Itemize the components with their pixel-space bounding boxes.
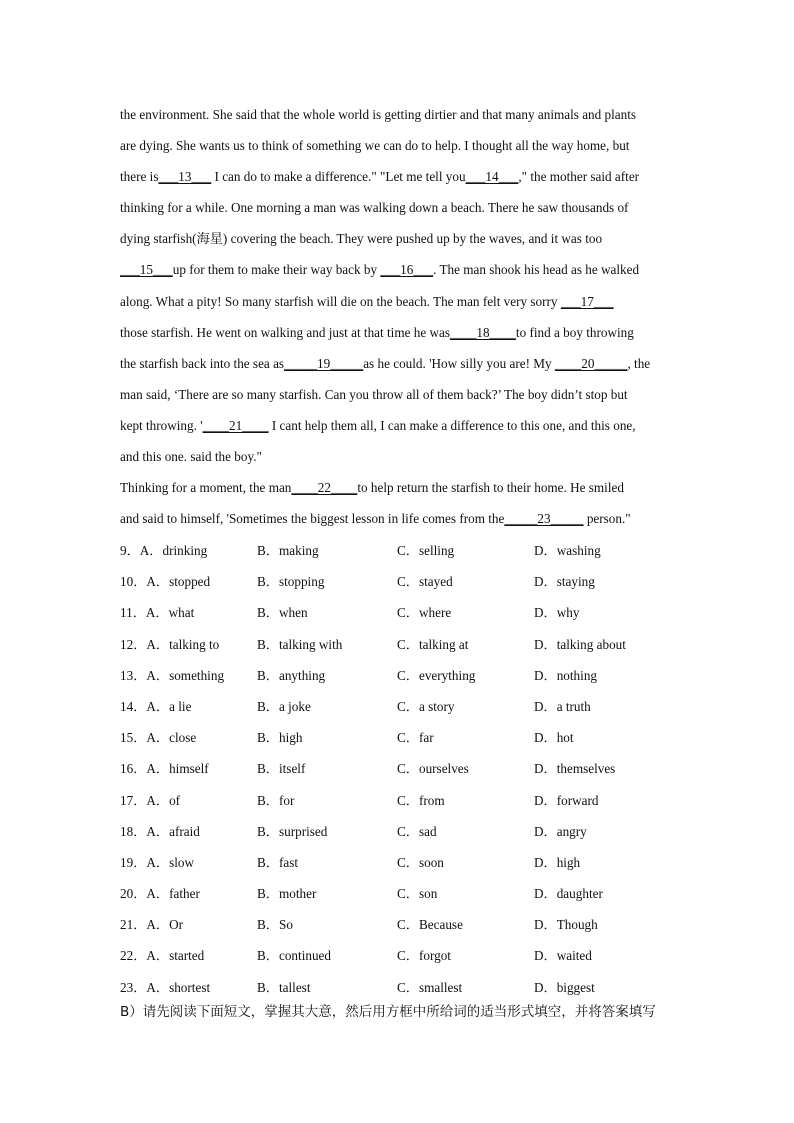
option-a[interactable] — [120, 660, 224, 691]
passage-text: those starfish. He went on walking and just at that time he was — [120, 324, 450, 340]
passage-line — [120, 286, 680, 317]
option-text: D．forward — [534, 792, 599, 808]
option-a[interactable] — [120, 847, 194, 878]
cloze-passage — [120, 99, 680, 534]
option-a[interactable] — [120, 722, 196, 753]
answer-blank: ___17___ — [560, 293, 614, 309]
option-text: A．what — [145, 605, 195, 621]
option-d[interactable] — [534, 878, 603, 909]
answer-blank: ____18____ — [449, 324, 516, 340]
question-number: 19． — [120, 854, 147, 870]
question-row — [120, 597, 680, 628]
option-c[interactable] — [397, 566, 453, 597]
option-text: A．slow — [146, 854, 194, 870]
option-d[interactable] — [534, 909, 598, 940]
option-text: C．son — [397, 886, 438, 902]
passage-text: I cant help them all, I can make a difference to this one, and this one, — [268, 417, 636, 433]
option-text: A．drinking — [139, 543, 208, 558]
option-b[interactable] — [257, 972, 310, 1003]
passage-text: and said to himself, 'Sometimes the biggest lesson in life comes from the — [120, 511, 505, 527]
option-text: A．close — [146, 730, 197, 746]
option-d[interactable] — [534, 597, 579, 628]
option-text: A．himself — [146, 761, 209, 777]
option-text: B．So — [257, 917, 293, 933]
passage-line — [120, 192, 680, 223]
option-c[interactable] — [397, 909, 463, 940]
passage-text: dying starfish(海星) covering the beach. They were pushed up by the waves, and it was too — [120, 231, 603, 247]
option-text: C．soon — [397, 854, 444, 870]
option-d[interactable] — [534, 816, 587, 847]
option-text: A．shortest — [146, 979, 211, 995]
question-number: 21． — [120, 917, 147, 933]
option-text: A．afraid — [146, 823, 200, 839]
option-c[interactable] — [397, 597, 451, 628]
question-number: 10． — [120, 574, 147, 590]
option-a[interactable] — [120, 940, 204, 971]
passage-line — [120, 379, 680, 410]
question-number: 9． — [120, 543, 140, 558]
option-a[interactable] — [120, 691, 191, 722]
option-text: C．forgot — [397, 948, 451, 964]
option-b[interactable] — [257, 566, 324, 597]
option-d[interactable] — [534, 691, 591, 722]
option-text: D．why — [534, 605, 580, 621]
option-b[interactable] — [257, 722, 302, 753]
option-d[interactable] — [534, 940, 592, 971]
option-text: D．themselves — [534, 761, 616, 777]
question-number: 14． — [120, 698, 147, 714]
option-text: C．selling — [397, 543, 455, 558]
passage-text: to help return the starfish to their home. He smiled — [357, 480, 624, 496]
option-text: D．staying — [534, 574, 595, 590]
option-b[interactable] — [257, 909, 293, 940]
option-text: B．making — [257, 543, 319, 558]
passage-line — [120, 441, 680, 472]
passage-line — [120, 161, 680, 192]
option-text: D．biggest — [534, 979, 595, 995]
option-text: C．Because — [397, 917, 463, 933]
option-text: A．stopped — [146, 574, 211, 590]
option-b[interactable] — [257, 816, 327, 847]
option-text: C．where — [397, 605, 452, 621]
option-b[interactable] — [257, 629, 342, 660]
option-text: B．anything — [257, 667, 326, 683]
option-text: D．nothing — [534, 667, 598, 683]
question-row — [120, 878, 680, 909]
passage-text: thinking for a while. One morning a man was walking down a beach. There he saw thousands of — [120, 200, 629, 216]
passage-text: to find a boy throwing — [515, 324, 634, 340]
option-text: C．talking at — [397, 636, 469, 652]
question-number: 15． — [120, 730, 147, 746]
option-a[interactable] — [120, 535, 207, 566]
passage-line — [120, 99, 680, 130]
passage-text: there is — [120, 169, 159, 185]
answer-blank: _____19_____ — [284, 355, 364, 371]
question-number: 11． — [120, 605, 146, 621]
option-text: C．ourselves — [397, 761, 469, 777]
option-d[interactable] — [534, 660, 597, 691]
option-a[interactable] — [120, 597, 194, 628]
question-row — [120, 816, 680, 847]
question-number: 16． — [120, 761, 147, 777]
option-text: A．of — [146, 792, 181, 808]
option-b[interactable] — [257, 753, 305, 784]
option-c[interactable] — [397, 847, 444, 878]
passage-text: kept throwing. ' — [120, 417, 203, 433]
passage-line — [120, 410, 680, 441]
option-a[interactable] — [120, 785, 180, 816]
option-c[interactable] — [397, 691, 455, 722]
option-text: D．a truth — [534, 698, 591, 714]
option-d[interactable] — [534, 629, 626, 660]
question-row — [120, 566, 680, 597]
option-c[interactable] — [397, 940, 451, 971]
option-a[interactable] — [120, 629, 219, 660]
option-c[interactable] — [397, 660, 475, 691]
option-text: B．stopping — [257, 574, 325, 590]
option-c[interactable] — [397, 629, 468, 660]
option-d[interactable] — [534, 535, 601, 566]
option-text: C．sad — [397, 823, 437, 839]
option-text: A．talking to — [146, 636, 220, 652]
option-text: D．waited — [534, 948, 592, 964]
answer-blank: ____22____ — [291, 480, 358, 496]
question-number: 23． — [120, 979, 147, 995]
answer-blank: ___15___ — [120, 262, 173, 278]
option-a[interactable] — [120, 878, 200, 909]
option-b[interactable] — [257, 878, 316, 909]
passage-line — [120, 348, 680, 379]
passage-text: and this one. said the boy." — [120, 449, 262, 465]
option-text: B．for — [257, 792, 295, 808]
option-text: D．talking about — [534, 636, 626, 652]
answer-blank: _____23_____ — [504, 511, 584, 527]
option-text: C．far — [397, 730, 434, 746]
option-d[interactable] — [534, 847, 580, 878]
option-c[interactable] — [397, 816, 437, 847]
option-a[interactable] — [120, 909, 183, 940]
question-row — [120, 691, 680, 722]
answer-blank: ____20_____ — [554, 355, 628, 371]
option-c[interactable] — [397, 753, 469, 784]
option-text: D．hot — [534, 730, 574, 746]
option-text: A．a lie — [146, 698, 192, 714]
option-d[interactable] — [534, 972, 595, 1003]
option-b[interactable] — [257, 597, 308, 628]
option-text: D．angry — [534, 823, 587, 839]
option-a[interactable] — [120, 566, 210, 597]
option-text: B．a joke — [257, 698, 311, 714]
question-row — [120, 972, 680, 1003]
option-a[interactable] — [120, 816, 200, 847]
option-text: D．daughter — [534, 886, 603, 902]
option-text: B．itself — [257, 761, 306, 777]
option-text: B．high — [257, 730, 303, 746]
option-text: B．fast — [257, 854, 299, 870]
option-d[interactable] — [534, 722, 574, 753]
option-d[interactable] — [534, 566, 595, 597]
option-text: B．tallest — [257, 979, 311, 995]
option-d[interactable] — [534, 785, 598, 816]
passage-line — [120, 223, 680, 254]
option-d[interactable] — [534, 753, 615, 784]
question-row — [120, 722, 680, 753]
passage-text: . The man shook his head as he walked — [433, 262, 640, 278]
option-text: C．a story — [397, 698, 455, 714]
question-number: 17． — [120, 792, 147, 808]
passage-line — [120, 503, 680, 534]
option-b[interactable] — [257, 785, 294, 816]
option-c[interactable] — [397, 722, 434, 753]
question-number: 22． — [120, 948, 147, 964]
question-row — [120, 753, 680, 784]
option-text: C．from — [397, 792, 445, 808]
question-row — [120, 847, 680, 878]
answer-blank: ____21____ — [202, 417, 269, 433]
passage-text: ," the mother said after — [518, 169, 640, 185]
passage-text: , the — [627, 355, 651, 371]
option-b[interactable] — [257, 535, 319, 566]
question-number: 13． — [120, 667, 147, 683]
question-row — [120, 909, 680, 940]
option-c[interactable] — [397, 535, 454, 566]
question-row — [120, 629, 680, 660]
question-row — [120, 785, 680, 816]
option-text: D．washing — [534, 543, 601, 558]
answer-blank: ___16___ — [380, 262, 434, 278]
option-b[interactable] — [257, 847, 298, 878]
option-a[interactable] — [120, 972, 210, 1003]
question-row — [120, 940, 680, 971]
passage-text: along. What a pity! So many starfish will die on the beach. The man felt very sorry — [120, 293, 561, 309]
option-b[interactable] — [257, 691, 311, 722]
question-number: 20． — [120, 886, 147, 902]
option-text: B．when — [257, 605, 308, 621]
question-row — [120, 660, 680, 691]
answer-blank: ___14___ — [465, 169, 519, 185]
question-row — [120, 535, 680, 566]
passage-text: person." — [583, 511, 631, 527]
option-text: A．Or — [146, 917, 184, 933]
option-text: C．stayed — [397, 574, 453, 590]
passage-text: I can do to make a difference." "Let me tell you — [211, 169, 466, 185]
option-text: B．talking with — [257, 636, 343, 652]
passage-text: up for them to make their way back by — [172, 262, 381, 278]
option-c[interactable] — [397, 972, 462, 1003]
question-number: 12． — [120, 636, 147, 652]
passage-text: Thinking for a moment, the man — [120, 480, 292, 496]
section-b-instructions: B）请先阅读下面短文，掌握其大意，然后用方框中所给词的适当形式填空，并将答案填写 — [120, 1004, 656, 1020]
option-text: B．continued — [257, 948, 331, 964]
answer-blank: ___13___ — [158, 169, 212, 185]
option-text: C．smallest — [397, 979, 463, 995]
option-text: B．mother — [257, 886, 317, 902]
option-c[interactable] — [397, 785, 445, 816]
answer-options-list — [120, 535, 680, 1003]
passage-line — [120, 317, 680, 348]
option-text: A．father — [146, 886, 200, 902]
option-b[interactable] — [257, 660, 325, 691]
option-text: A．started — [146, 948, 205, 964]
option-c[interactable] — [397, 878, 437, 909]
option-b[interactable] — [257, 940, 331, 971]
passage-text: the starfish back into the sea as — [120, 355, 285, 371]
option-text: B．surprised — [257, 823, 328, 839]
passage-text: man said, ‘There are so many starfish. Can you throw all of them back?’ The boy didn’t stop but — [120, 386, 628, 402]
passage-text: the environment. She said that the whole world is getting dirtier and that many animals and plants — [120, 107, 637, 122]
option-text: D．high — [534, 854, 581, 870]
passage-line — [120, 130, 680, 161]
passage-line — [120, 472, 680, 503]
passage-line — [120, 254, 680, 285]
option-text: C．everything — [397, 667, 476, 683]
option-text: A．something — [146, 667, 225, 683]
option-text: D．Though — [534, 917, 598, 933]
passage-text: are dying. She wants us to think of something we can do to help. I thought all the way home, but — [120, 138, 630, 154]
passage-text: as he could. 'How silly you are! My — [363, 355, 555, 371]
question-number: 18． — [120, 823, 147, 839]
option-a[interactable] — [120, 753, 209, 784]
